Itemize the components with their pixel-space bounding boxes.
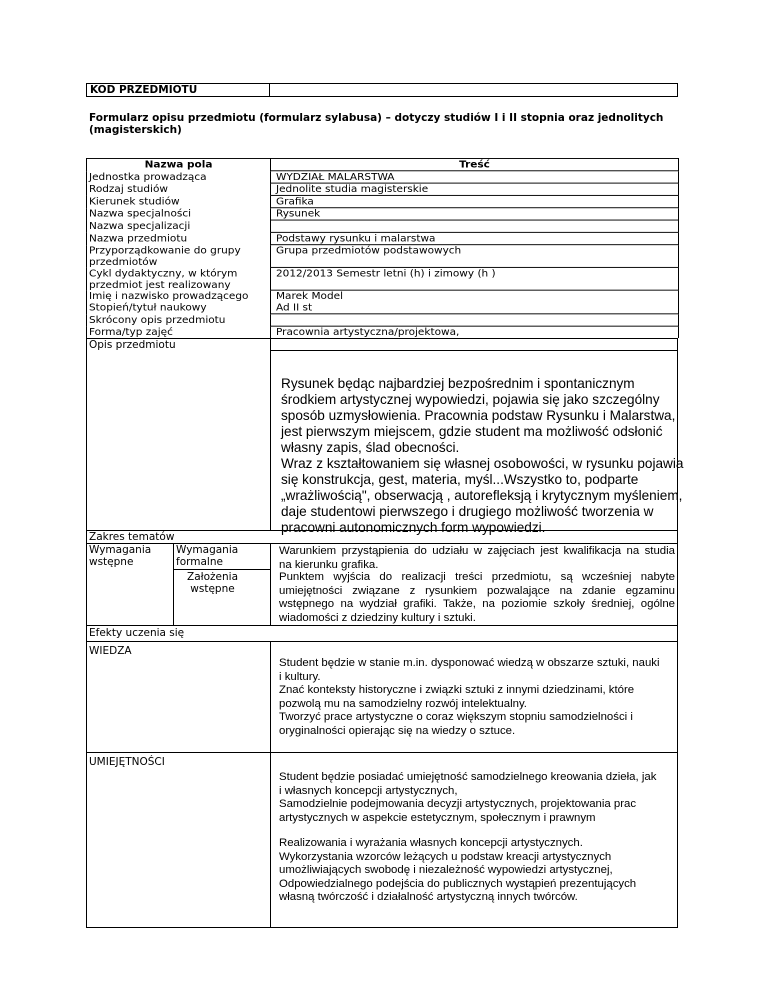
- text-line: Realizowania i wyrażania własnych koncepcji artystycznych.: [279, 837, 583, 849]
- table-row: [87, 232, 679, 244]
- text-line: środkiem artystycznej wypowiedzi, pojawia się jako szczególny: [281, 392, 660, 407]
- field-name-cell: [87, 220, 271, 232]
- field-name-cell: [87, 267, 271, 290]
- text-line: Warunkiem przystąpienia do udziału w zajęciach jest kwalifikacja na studia: [279, 545, 675, 557]
- form-title: [89, 112, 689, 136]
- field-name-cell: [87, 245, 271, 268]
- field-name: Nazwa przedmiotu: [89, 232, 188, 244]
- field-name-cell: [87, 171, 271, 183]
- text-line: umiejętności związane z rysunkiem pozwalające na zdanie egzaminu: [279, 584, 675, 597]
- table-row: [87, 245, 679, 268]
- wiedza-label: WIEDZA: [89, 645, 132, 657]
- field-value-cell: [271, 232, 679, 244]
- kod-przedmiotu-box: [86, 83, 678, 97]
- field-value-cell: [271, 326, 679, 338]
- field-value-cell: [271, 267, 679, 290]
- zalozenia-wstepne-text: [279, 571, 675, 625]
- field-value: [276, 314, 676, 325]
- field-value: Grupa przedmiotów podstawowych: [276, 245, 462, 257]
- text-line: Student będzie posiadać umiejętność samodzielnego kreowania dzieła, jak: [279, 771, 657, 783]
- wymagania-formalne-text: [279, 545, 675, 572]
- field-value: Podstawy rysunku i malarstwa: [276, 232, 436, 245]
- zakres-label: Zakres tematów: [89, 531, 175, 543]
- text-line: się konstrukcja, gest, materia, myśl...Wszystko to, podparte: [281, 472, 639, 487]
- opis-row: [86, 338, 684, 535]
- field-name: Imię i nazwisko prowadzącego: [89, 290, 249, 302]
- field-value: Pracownia artystyczna/projektowa,: [276, 326, 460, 338]
- umiejetnosci-text-2: [279, 837, 675, 905]
- text-line: daje studentowi pierwszego i drugiego możliwość tworzenia w: [281, 504, 654, 519]
- field-name: Nazwa specjalizacji: [89, 220, 191, 232]
- field-value: Marek Model: [276, 290, 343, 302]
- umiejetnosci-text: [279, 771, 675, 825]
- field-value-cell: [271, 183, 679, 195]
- text-line: Tworzyć prace artystyczne o coraz większym stopniu samodzielności i: [279, 711, 633, 723]
- text-line: sposób uzmysłowienia. Pracownia podstaw Rysunku i Malarstwa,: [281, 408, 676, 423]
- field-name: przedmiotów: [89, 256, 158, 268]
- text-line: pozwolą mu na samodzielny rozwój intelektualny.: [279, 697, 527, 710]
- field-value: Jednolite studia magisterskie: [276, 183, 429, 195]
- table-row: [87, 267, 679, 290]
- column-header-content: Treść: [271, 158, 679, 170]
- field-value-cell: [271, 290, 679, 314]
- field-name: Jednostka prowadząca: [89, 170, 207, 183]
- text-line: pracowni autonomicznych form wypowiedzi.: [281, 520, 546, 535]
- wymagania-block: [86, 530, 678, 642]
- field-name: przedmiot jest realizowany: [89, 278, 231, 291]
- text-line: wstępnego na wydział grafiki. Także, na poziomie szkoły średniej, ogólne: [279, 598, 675, 610]
- kod-przedmiotu-label: KOD PRZEDMIOTU: [87, 84, 270, 96]
- field-value: [276, 221, 676, 232]
- text-line: własny zapis, ślad obecności.: [281, 440, 460, 455]
- field-name-cell: [87, 195, 271, 207]
- text-line: umożliwiających swobodę i niezależność wypowiedzi artystycznej,: [279, 864, 613, 876]
- field-value-cell: [271, 245, 679, 268]
- field-name: Skrócony opis przedmiotu: [89, 313, 226, 326]
- opis-text: [281, 376, 684, 536]
- field-name: Kierunek studiów: [89, 195, 180, 207]
- field-value: Rysunek: [276, 208, 321, 220]
- field-value-cell: [271, 314, 679, 326]
- wiedza-text: [279, 657, 675, 738]
- field-value-cell: [271, 195, 679, 207]
- text-line: na kierunku grafika.: [279, 558, 379, 571]
- field-value: Ad II st: [276, 302, 313, 314]
- wymagania-formalne-label: Wymagania formalne: [176, 544, 239, 568]
- field-name-cell: [87, 326, 271, 338]
- text-line: i kultury.: [279, 670, 321, 683]
- wiedza-block: [86, 641, 678, 753]
- text-line: Punktem wyjścia do realizacji treści przedmiotu, są wcześniej nabyte: [279, 571, 675, 583]
- text-line: Student będzie w stanie m.in. dysponować wiedzą w obszarze sztuki, nauki: [279, 657, 660, 669]
- text-line: jest pierwszym miejscem, gdzie student ma możliwość odsłonić: [281, 424, 663, 439]
- field-name: Forma/typ zajęć: [89, 326, 173, 338]
- zalozenia-wstepne-label: Założenia wstępne: [187, 571, 239, 595]
- text-line: Odpowiedzialnego podejścia do publicznych wystąpień prezentujących: [279, 877, 637, 890]
- text-line: własną twórczość i działalność artystyczną innych twórców.: [279, 891, 578, 903]
- table-row: [87, 183, 679, 195]
- text-line: Samodzielnie podejmowania decyzji artystycznych, projektowania prac: [279, 798, 637, 810]
- text-line: „wrażliwością", obserwacją , autorefleksją i krytycznym myśleniem,: [281, 488, 683, 503]
- field-name: Rodzaj studiów: [89, 183, 168, 195]
- text-line: Wykorzystania wzorców leżących u podstaw kreacji artystycznych: [279, 850, 612, 863]
- table-row: [87, 195, 679, 207]
- syllabus-table: [86, 158, 679, 338]
- column-header-field: Nazwa pola: [87, 158, 271, 170]
- field-value: 2012/2013 Semestr letni (h) i zimowy (h ): [276, 267, 496, 280]
- field-value-cell: [271, 220, 679, 232]
- table-row: [87, 314, 679, 326]
- field-name: Przyporządkowanie do grupy: [89, 244, 241, 257]
- table-row: [87, 208, 679, 220]
- field-name: Cykl dydaktyczny, w którym: [89, 267, 238, 279]
- efekty-label: Efekty uczenia się: [89, 627, 185, 639]
- text-line: Wraz z kształtowaniem się własnej osobowości, w rysunku pojawia: [281, 456, 684, 471]
- field-value: Grafika: [276, 195, 314, 208]
- form-title-line: Formularz opisu przedmiotu (formularz sylabusa) – dotyczy studiów I i II stopnia oraz jednolitych: [89, 112, 664, 124]
- form-title-line: (magisterskich): [89, 124, 182, 136]
- table-row: [87, 326, 679, 338]
- text-line: Rysunek będąc najbardziej bezpośrednim i spontanicznym: [281, 376, 635, 391]
- field-name-cell: [87, 314, 271, 326]
- table-row: [87, 290, 679, 314]
- field-name-cell: [87, 232, 271, 244]
- field-value-cell: [271, 208, 679, 220]
- field-value: WYDZIAŁ MALARSTWA: [276, 171, 395, 183]
- field-name-cell: [87, 208, 271, 220]
- text-line: wiadomości z dziedziny kultury i sztuki.: [279, 611, 476, 624]
- table-header-row: [87, 158, 679, 170]
- table-row: [87, 171, 679, 183]
- umiejetnosci-block: [86, 752, 678, 928]
- opis-label: Opis przedmiotu: [89, 339, 176, 351]
- field-name-cell: [87, 183, 271, 195]
- text-line: i własnych koncepcji artystycznych,: [279, 784, 458, 797]
- text-line: artystycznych w aspekcie estetycznym, społecznym i prawnym: [279, 811, 596, 824]
- field-name: Nazwa specjalności: [89, 207, 192, 220]
- umiejetnosci-label: UMIEJĘTNOŚCI: [89, 756, 165, 768]
- text-line: Znać konteksty historyczne i związki sztuki z innymi dziedzinami, które: [279, 684, 635, 696]
- text-line: oryginalności opierając się na wiedzy o sztuce.: [279, 724, 516, 737]
- wymagania-wstepne-label: Wymagania wstępne: [89, 544, 152, 568]
- table-row: [87, 220, 679, 232]
- field-name-cell: [87, 290, 271, 314]
- field-name: Stopień/tytuł naukowy: [89, 301, 207, 313]
- field-value-cell: [271, 171, 679, 183]
